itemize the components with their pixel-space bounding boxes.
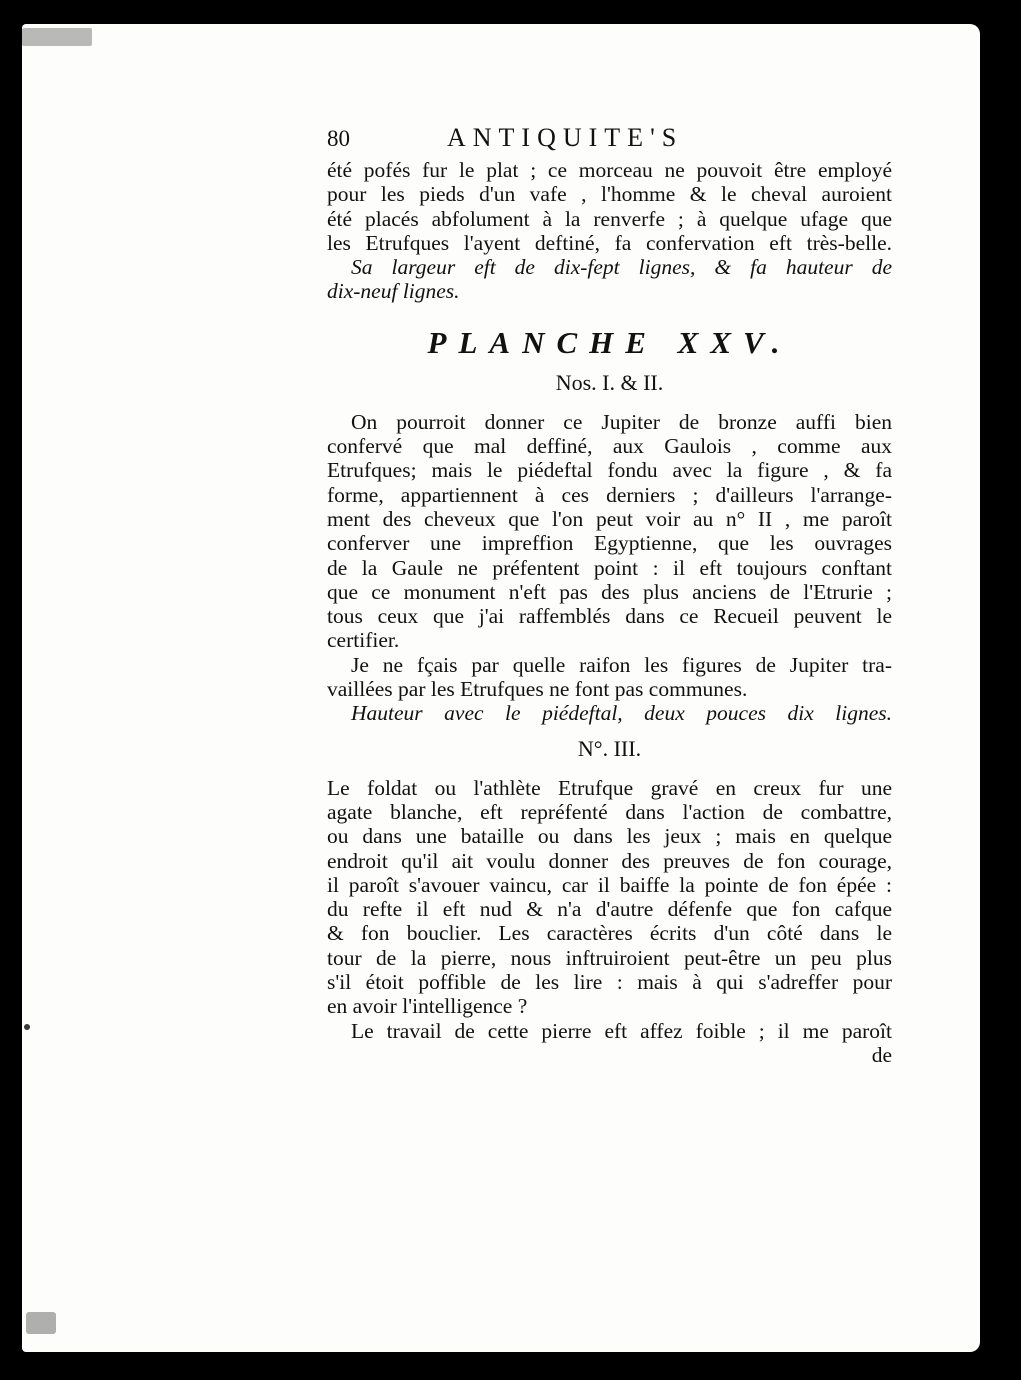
- text-line: conferver une impreffion Egyptienne, que les ouvrages: [327, 531, 892, 556]
- text-line: agate blanche, eft repréfenté dans l'action de combattre,: [327, 799, 892, 824]
- text-line: pour les pieds d'un vafe , l'homme & le cheval auroient: [327, 182, 892, 207]
- text-line: confervé que mal deffiné, aux Gaulois , comme aux: [327, 434, 892, 459]
- catchword: de: [871, 1042, 892, 1067]
- section-heading: N°. III.: [577, 735, 642, 761]
- text-line: que ce monument n'eft pas des plus anciens de l'Etrurie ;: [327, 579, 892, 604]
- dimension-note: [327, 255, 892, 304]
- page-text: [327, 118, 892, 1067]
- page-number: 80: [327, 126, 350, 151]
- text-line: On pourroit donner ce Jupiter de bronze auffi bien: [351, 409, 892, 434]
- text-line: Le travail de cette pierre eft affez foible ; il me paroît: [351, 1018, 892, 1043]
- plate-title: PLANCHE XXV.: [427, 324, 792, 360]
- dimension-note: Hauteur avec le piédeftal, deux pouces dix lignes.: [351, 701, 892, 726]
- text-line: Sa largeur eft de dix-fept lignes, & fa hauteur de: [351, 255, 892, 280]
- text-line: s'il étoit poffible de les lire : mais à qui s'adreffer pour: [327, 970, 892, 995]
- page-header: [327, 118, 892, 158]
- text-line: les Etrufques l'ayent deftiné, fa confervation eft très-belle.: [327, 230, 892, 255]
- text-line: il paroît s'avouer vaincu, car il baiffe la pointe de fon épée :: [327, 872, 892, 897]
- paragraph-1: [327, 410, 892, 653]
- paragraph-3: [327, 776, 892, 1019]
- text-line: été pofés fur le plat ; ce morceau ne pouvoit être employé: [327, 158, 892, 182]
- scan-noise: [26, 1312, 56, 1334]
- text-line: certifier.: [327, 628, 400, 653]
- text-line: endroit qu'il ait voulu donner des preuves de fon courage,: [327, 848, 892, 873]
- scan-noise: [24, 1024, 30, 1030]
- text-line: tous ceux que j'ai raffemblés dans ce Recueil peuvent le: [327, 604, 892, 629]
- text-line: Etrufques; mais le piédeftal fondu avec la figure , & fa: [327, 458, 892, 483]
- text-line: Je ne fçais par quelle raifon les figures de Jupiter tra-: [351, 652, 892, 677]
- text-line: Le foldat ou l'athlète Etrufque gravé en creux fur une: [327, 775, 892, 800]
- text-line: tour de la pierre, nous inftruiroient peut-être un peu plus: [327, 945, 892, 970]
- running-title: ANTIQUITE'S: [447, 123, 684, 152]
- text-line: ou dans une bataille ou dans les jeux ; mais en quelque: [327, 824, 892, 849]
- section-heading: Nos. I. & II.: [555, 369, 664, 395]
- text-line: du refte il eft nud & n'a d'autre défenfe que fon cafque: [327, 897, 892, 922]
- paragraph-2: [327, 653, 892, 702]
- scan-noise: [22, 28, 92, 46]
- text-line: en avoir l'intelligence ?: [327, 994, 528, 1019]
- text-line: dix-neuf lignes.: [327, 279, 460, 304]
- text-line: de la Gaule ne préfentent point : il eft toujours conftant: [327, 555, 892, 580]
- text-line: ment des cheveux que l'on peut voir au n° II , me paroît: [327, 506, 892, 531]
- text-line: vaillées par les Etrufques ne font pas communes.: [327, 677, 748, 702]
- paragraph-0: [327, 158, 892, 255]
- text-line: & fon bouclier. Les caractères écrits d'un côté dans le: [327, 921, 892, 946]
- text-line: forme, appartiennent à ces derniers ; d'ailleurs l'arrange-: [327, 482, 892, 507]
- text-line: été placés abfolument à la renverfe ; à quelque ufage que: [327, 206, 892, 231]
- paragraph-4: [327, 1019, 892, 1043]
